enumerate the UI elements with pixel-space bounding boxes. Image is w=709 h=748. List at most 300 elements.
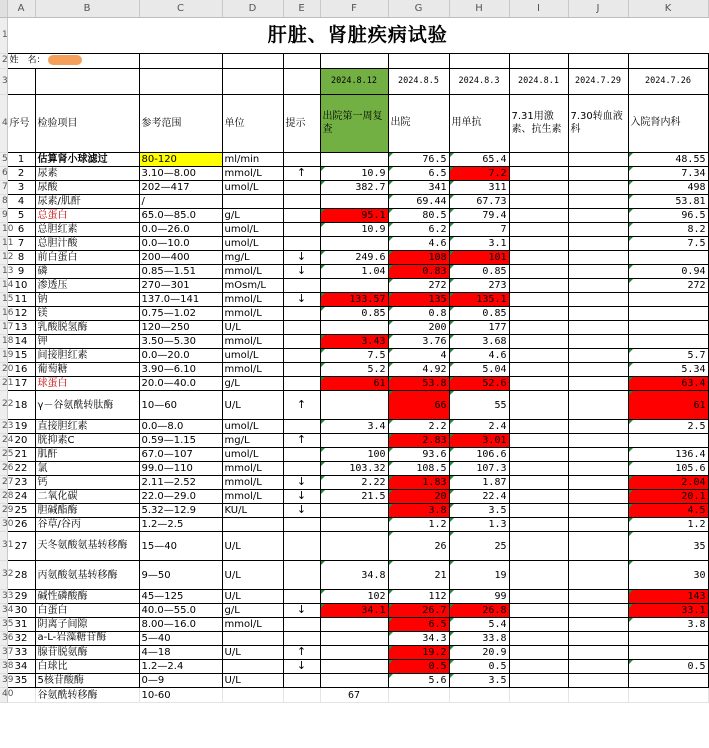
value-cell-i[interactable] — [509, 462, 568, 476]
hint-arrow-cell[interactable]: ↓ — [283, 490, 320, 504]
row-index-cell[interactable]: 16 — [7, 363, 35, 377]
column-header-f[interactable]: F — [320, 0, 388, 18]
value-cell-h[interactable]: 101 — [449, 251, 509, 265]
row-index-cell[interactable]: 9 — [7, 265, 35, 279]
value-cell-i[interactable] — [509, 590, 568, 604]
unit-cell[interactable]: mmol/L — [222, 462, 283, 476]
value-cell-i[interactable] — [509, 420, 568, 434]
value-cell-g[interactable]: 2.83 — [388, 434, 449, 448]
value-cell-g[interactable]: 20 — [388, 490, 449, 504]
value-cell-k[interactable]: 33.1 — [628, 604, 708, 618]
value-cell-g[interactable]: 69.44 — [388, 195, 449, 209]
row-header[interactable]: 26 — [0, 462, 7, 476]
reference-range-cell[interactable]: 270—301 — [139, 279, 222, 293]
unit-cell[interactable]: U/L — [222, 391, 283, 420]
date-k[interactable]: 2024.7.26 — [628, 69, 708, 95]
row-index-cell[interactable]: 13 — [7, 321, 35, 335]
hint-arrow-cell[interactable] — [283, 363, 320, 377]
item-name-cell[interactable]: 总胆汁酸 — [35, 237, 139, 251]
value-cell-i[interactable] — [509, 561, 568, 590]
value-cell-j[interactable] — [568, 434, 628, 448]
row-index-cell[interactable]: 33 — [7, 646, 35, 660]
value-cell-g[interactable]: 3.8 — [388, 504, 449, 518]
item-name-cell[interactable]: 钠 — [35, 293, 139, 307]
row-index-cell[interactable]: 5 — [7, 209, 35, 223]
unit-cell[interactable]: mmol/L — [222, 618, 283, 632]
unit-cell[interactable]: umol/L — [222, 237, 283, 251]
value-cell-j[interactable] — [568, 518, 628, 532]
row-header[interactable]: 34 — [0, 604, 7, 618]
hint-arrow-cell[interactable]: ↑ — [283, 391, 320, 420]
item-name-cell[interactable]: a-L-岩藻糖苷酶 — [35, 632, 139, 646]
unit-cell[interactable]: mmol/L — [222, 490, 283, 504]
value-cell-h[interactable]: 0.85 — [449, 307, 509, 321]
unit-cell[interactable]: umol/L — [222, 223, 283, 237]
row-header[interactable]: 21 — [0, 377, 7, 391]
reference-range-cell[interactable]: 0.0—8.0 — [139, 420, 222, 434]
item-name-cell[interactable]: 胱抑素C — [35, 434, 139, 448]
value-cell-h[interactable]: 0.5 — [449, 660, 509, 674]
row-header[interactable]: 25 — [0, 448, 7, 462]
value-cell-f[interactable]: 7.5 — [320, 349, 388, 363]
reference-range-cell[interactable]: 0.85—1.51 — [139, 265, 222, 279]
value-cell-i[interactable] — [509, 391, 568, 420]
value-cell-f[interactable]: 102 — [320, 590, 388, 604]
value-cell-h[interactable]: 107.3 — [449, 462, 509, 476]
hint-arrow-cell[interactable] — [283, 195, 320, 209]
row-index-cell[interactable]: 11 — [7, 293, 35, 307]
item-name-cell[interactable]: 谷草/谷丙 — [35, 518, 139, 532]
value-cell-i[interactable] — [509, 209, 568, 223]
value-cell-i[interactable] — [509, 490, 568, 504]
item-name-cell[interactable]: 估算肾小球滤过 — [35, 153, 139, 167]
row-index-cell[interactable]: 30 — [7, 604, 35, 618]
value-cell-f[interactable]: 103.32 — [320, 462, 388, 476]
value-cell-i[interactable] — [509, 518, 568, 532]
value-cell-h[interactable]: 5.4 — [449, 618, 509, 632]
value-cell-j[interactable] — [568, 307, 628, 321]
row-index-cell[interactable]: 32 — [7, 632, 35, 646]
reference-range-cell[interactable]: 0.59—1.15 — [139, 434, 222, 448]
value-cell-h[interactable]: 3.5 — [449, 504, 509, 518]
unit-cell[interactable]: mg/L — [222, 251, 283, 265]
header-j[interactable]: 7.30转血液科 — [568, 95, 628, 153]
sheet-title[interactable]: 肝脏、肾脏疾病试验 — [267, 24, 448, 47]
value-cell-j[interactable] — [568, 293, 628, 307]
value-cell-g[interactable]: 272 — [388, 279, 449, 293]
row-index-cell[interactable]: 25 — [7, 504, 35, 518]
row-header[interactable]: 29 — [0, 504, 7, 518]
value-cell-h[interactable]: 33.8 — [449, 632, 509, 646]
value-cell-h[interactable]: 0.85 — [449, 265, 509, 279]
row-header[interactable]: 36 — [0, 632, 7, 646]
value-cell-g[interactable]: 66 — [388, 391, 449, 420]
unit-cell[interactable]: mmol/L — [222, 167, 283, 181]
value-cell-i[interactable] — [509, 335, 568, 349]
value-cell-j[interactable] — [568, 377, 628, 391]
value-cell-f[interactable]: 67 — [320, 688, 388, 703]
reference-range-cell[interactable]: 0.75—1.02 — [139, 307, 222, 321]
item-name-cell[interactable]: γ－谷氨酰转肽酶 — [35, 391, 139, 420]
reference-range-cell[interactable]: 1.2—2.4 — [139, 660, 222, 674]
value-cell-i[interactable] — [509, 195, 568, 209]
unit-cell[interactable]: g/L — [222, 377, 283, 391]
value-cell-g[interactable]: 26 — [388, 532, 449, 561]
reference-range-cell[interactable]: 20.0—40.0 — [139, 377, 222, 391]
reference-range-cell[interactable]: 40.0—55.0 — [139, 604, 222, 618]
value-cell-g[interactable]: 76.5 — [388, 153, 449, 167]
unit-cell[interactable]: KU/L — [222, 504, 283, 518]
value-cell-j[interactable] — [568, 448, 628, 462]
value-cell-g[interactable]: 53.8 — [388, 377, 449, 391]
column-header-h[interactable]: H — [449, 0, 509, 18]
date-f[interactable]: 2024.8.12 — [320, 69, 388, 95]
value-cell-i[interactable] — [509, 604, 568, 618]
value-cell-f[interactable]: 34.1 — [320, 604, 388, 618]
value-cell-g[interactable]: 4.92 — [388, 363, 449, 377]
value-cell-h[interactable]: 3.1 — [449, 237, 509, 251]
row-index-cell[interactable]: 34 — [7, 660, 35, 674]
value-cell-g[interactable]: 3.76 — [388, 335, 449, 349]
item-name-cell[interactable]: 胆碱酯酶 — [35, 504, 139, 518]
unit-cell[interactable]: U/L — [222, 590, 283, 604]
value-cell-k[interactable] — [628, 321, 708, 335]
value-cell-h[interactable]: 19 — [449, 561, 509, 590]
item-name-cell[interactable]: 尿素 — [35, 167, 139, 181]
unit-cell[interactable]: mmol/L — [222, 335, 283, 349]
reference-range-cell[interactable]: 99.0—110 — [139, 462, 222, 476]
value-cell-f[interactable] — [320, 153, 388, 167]
unit-cell[interactable]: g/L — [222, 209, 283, 223]
row-header[interactable]: 5 — [0, 153, 7, 167]
value-cell-h[interactable]: 273 — [449, 279, 509, 293]
value-cell-j[interactable] — [568, 363, 628, 377]
value-cell-f[interactable] — [320, 195, 388, 209]
reference-range-cell[interactable]: 3.50—5.30 — [139, 335, 222, 349]
hint-arrow-cell[interactable]: ↓ — [283, 660, 320, 674]
value-cell-h[interactable]: 3.5 — [449, 674, 509, 688]
hint-arrow-cell[interactable] — [283, 335, 320, 349]
row-header[interactable]: 39 — [0, 674, 7, 688]
row-index-cell[interactable]: 8 — [7, 251, 35, 265]
value-cell-j[interactable] — [568, 237, 628, 251]
reference-range-cell[interactable]: 5.32—12.9 — [139, 504, 222, 518]
item-name-cell[interactable]: 腺苷脱氨酶 — [35, 646, 139, 660]
value-cell-k[interactable]: 143 — [628, 590, 708, 604]
item-name-cell[interactable]: 白蛋白 — [35, 604, 139, 618]
value-cell-g[interactable]: 108.5 — [388, 462, 449, 476]
row-index-cell[interactable]: 20 — [7, 434, 35, 448]
value-cell-f[interactable]: 10.9 — [320, 223, 388, 237]
value-cell-j[interactable] — [568, 561, 628, 590]
value-cell-k[interactable]: 7.34 — [628, 167, 708, 181]
value-cell-i[interactable] — [509, 307, 568, 321]
item-name-cell[interactable]: 葡萄糖 — [35, 363, 139, 377]
value-cell-i[interactable] — [509, 167, 568, 181]
value-cell-f[interactable] — [320, 237, 388, 251]
value-cell-i[interactable] — [509, 223, 568, 237]
value-cell-f[interactable] — [320, 532, 388, 561]
hint-arrow-cell[interactable]: ↓ — [283, 504, 320, 518]
row-header[interactable]: 15 — [0, 293, 7, 307]
value-cell-i[interactable] — [509, 349, 568, 363]
value-cell-k[interactable]: 2.04 — [628, 476, 708, 490]
value-cell-j[interactable] — [568, 646, 628, 660]
item-name-cell[interactable]: 磷 — [35, 265, 139, 279]
hint-arrow-cell[interactable]: ↑ — [283, 434, 320, 448]
value-cell-j[interactable] — [568, 590, 628, 604]
reference-range-cell[interactable]: 10-60 — [139, 688, 222, 703]
row-header[interactable]: 23 — [0, 420, 7, 434]
unit-cell[interactable]: umol/L — [222, 349, 283, 363]
select-all-corner[interactable] — [0, 0, 7, 18]
reference-range-cell[interactable]: 22.0—29.0 — [139, 490, 222, 504]
header-k[interactable]: 入院肾内科 — [628, 95, 708, 153]
value-cell-k[interactable]: 3.8 — [628, 618, 708, 632]
row-header[interactable]: 19 — [0, 349, 7, 363]
value-cell-h[interactable] — [449, 688, 509, 703]
row-header[interactable]: 18 — [0, 335, 7, 349]
value-cell-k[interactable]: 53.81 — [628, 195, 708, 209]
row-header[interactable]: 33 — [0, 590, 7, 604]
unit-cell[interactable]: U/L — [222, 674, 283, 688]
value-cell-i[interactable] — [509, 321, 568, 335]
item-name-cell[interactable]: 钙 — [35, 476, 139, 490]
value-cell-j[interactable] — [568, 532, 628, 561]
hint-arrow-cell[interactable] — [283, 688, 320, 703]
value-cell-j[interactable] — [568, 632, 628, 646]
value-cell-j[interactable] — [568, 195, 628, 209]
value-cell-h[interactable]: 5.04 — [449, 363, 509, 377]
value-cell-f[interactable] — [320, 674, 388, 688]
item-name-cell[interactable]: 5核苷酸酶 — [35, 674, 139, 688]
header-h[interactable]: 用单抗 — [449, 95, 509, 153]
value-cell-h[interactable]: 1.3 — [449, 518, 509, 532]
reference-range-cell[interactable]: 3.90—6.10 — [139, 363, 222, 377]
reference-range-cell[interactable]: 10—60 — [139, 391, 222, 420]
value-cell-i[interactable] — [509, 532, 568, 561]
hint-arrow-cell[interactable] — [283, 321, 320, 335]
hint-arrow-cell[interactable] — [283, 674, 320, 688]
value-cell-k[interactable] — [628, 674, 708, 688]
value-cell-j[interactable] — [568, 167, 628, 181]
value-cell-g[interactable]: 341 — [388, 181, 449, 195]
row-header[interactable]: 14 — [0, 279, 7, 293]
row-index-cell[interactable]: 29 — [7, 590, 35, 604]
row-header[interactable]: 37 — [0, 646, 7, 660]
value-cell-i[interactable] — [509, 363, 568, 377]
value-cell-j[interactable] — [568, 153, 628, 167]
hint-arrow-cell[interactable] — [283, 153, 320, 167]
row-header[interactable]: 28 — [0, 490, 7, 504]
hint-arrow-cell[interactable]: ↓ — [283, 265, 320, 279]
header-range[interactable]: 参考范围 — [139, 95, 222, 153]
row-index-cell[interactable]: 1 — [7, 153, 35, 167]
value-cell-g[interactable]: 21 — [388, 561, 449, 590]
value-cell-f[interactable]: 100 — [320, 448, 388, 462]
reference-range-cell[interactable]: 0.0—26.0 — [139, 223, 222, 237]
unit-cell[interactable]: U/L — [222, 561, 283, 590]
value-cell-g[interactable]: 0.83 — [388, 265, 449, 279]
value-cell-j[interactable] — [568, 476, 628, 490]
value-cell-g[interactable]: 0.8 — [388, 307, 449, 321]
value-cell-k[interactable] — [628, 335, 708, 349]
date-j[interactable]: 2024.7.29 — [568, 69, 628, 95]
hint-arrow-cell[interactable] — [283, 618, 320, 632]
reference-range-cell[interactable]: 5—40 — [139, 632, 222, 646]
row-index-cell[interactable]: 18 — [7, 391, 35, 420]
item-name-cell[interactable]: 总蛋白 — [35, 209, 139, 223]
item-name-cell[interactable]: 球蛋白 — [35, 377, 139, 391]
reference-range-cell[interactable]: 2.11—2.52 — [139, 476, 222, 490]
unit-cell[interactable]: mOsm/L — [222, 279, 283, 293]
hint-arrow-cell[interactable] — [283, 349, 320, 363]
reference-range-cell[interactable]: / — [139, 195, 222, 209]
row-header[interactable]: 13 — [0, 265, 7, 279]
value-cell-g[interactable]: 112 — [388, 590, 449, 604]
value-cell-g[interactable]: 2.2 — [388, 420, 449, 434]
value-cell-k[interactable] — [628, 251, 708, 265]
unit-cell[interactable] — [222, 195, 283, 209]
value-cell-g[interactable]: 1.2 — [388, 518, 449, 532]
value-cell-h[interactable]: 2.4 — [449, 420, 509, 434]
reference-range-cell[interactable]: 137.0—141 — [139, 293, 222, 307]
hint-arrow-cell[interactable]: ↑ — [283, 646, 320, 660]
unit-cell[interactable] — [222, 660, 283, 674]
value-cell-k[interactable]: 7.5 — [628, 237, 708, 251]
row-index-cell[interactable]: 35 — [7, 674, 35, 688]
value-cell-i[interactable] — [509, 279, 568, 293]
value-cell-k[interactable]: 0.94 — [628, 265, 708, 279]
value-cell-f[interactable] — [320, 504, 388, 518]
value-cell-h[interactable]: 7.2 — [449, 167, 509, 181]
value-cell-g[interactable]: 1.83 — [388, 476, 449, 490]
value-cell-k[interactable] — [628, 307, 708, 321]
value-cell-f[interactable]: 34.8 — [320, 561, 388, 590]
hint-arrow-cell[interactable] — [283, 209, 320, 223]
row-index-cell[interactable]: 22 — [7, 462, 35, 476]
value-cell-f[interactable] — [320, 434, 388, 448]
row-index-cell[interactable]: 19 — [7, 420, 35, 434]
hint-arrow-cell[interactable]: ↑ — [283, 167, 320, 181]
item-name-cell[interactable]: 前白蛋白 — [35, 251, 139, 265]
column-header-a[interactable]: A — [7, 0, 35, 18]
row-header[interactable]: 31 — [0, 532, 7, 561]
value-cell-f[interactable]: 1.04 — [320, 265, 388, 279]
item-name-cell[interactable]: 谷氨酰转移酶 — [35, 688, 139, 703]
hint-arrow-cell[interactable] — [283, 561, 320, 590]
item-name-cell[interactable]: 阴离子间隙 — [35, 618, 139, 632]
value-cell-g[interactable]: 26.7 — [388, 604, 449, 618]
value-cell-h[interactable]: 3.01 — [449, 434, 509, 448]
value-cell-f[interactable] — [320, 632, 388, 646]
date-i[interactable]: 2024.8.1 — [509, 69, 568, 95]
reference-range-cell[interactable]: 65.0—85.0 — [139, 209, 222, 223]
value-cell-i[interactable] — [509, 660, 568, 674]
header-i[interactable]: 7.31用激素、抗生素 — [509, 95, 568, 153]
value-cell-h[interactable]: 65.4 — [449, 153, 509, 167]
value-cell-g[interactable]: 135 — [388, 293, 449, 307]
value-cell-k[interactable]: 63.4 — [628, 377, 708, 391]
hint-arrow-cell[interactable] — [283, 307, 320, 321]
value-cell-k[interactable]: 5.7 — [628, 349, 708, 363]
patient-name-cell[interactable] — [7, 54, 139, 69]
unit-cell[interactable]: mmol/L — [222, 476, 283, 490]
item-name-cell[interactable]: 碱性磷酸酶 — [35, 590, 139, 604]
value-cell-j[interactable] — [568, 490, 628, 504]
value-cell-h[interactable]: 52.6 — [449, 377, 509, 391]
reference-range-cell[interactable]: 45—125 — [139, 590, 222, 604]
column-header-i[interactable]: I — [509, 0, 568, 18]
date-h[interactable]: 2024.8.3 — [449, 69, 509, 95]
hint-arrow-cell[interactable] — [283, 632, 320, 646]
value-cell-k[interactable] — [628, 646, 708, 660]
value-cell-k[interactable]: 272 — [628, 279, 708, 293]
value-cell-f[interactable]: 382.7 — [320, 181, 388, 195]
value-cell-j[interactable] — [568, 321, 628, 335]
unit-cell[interactable]: U/L — [222, 646, 283, 660]
value-cell-i[interactable] — [509, 434, 568, 448]
row-index-cell[interactable]: 28 — [7, 561, 35, 590]
value-cell-j[interactable] — [568, 660, 628, 674]
reference-range-cell[interactable]: 0.0—10.0 — [139, 237, 222, 251]
value-cell-f[interactable]: 61 — [320, 377, 388, 391]
header-hint[interactable]: 提示 — [283, 95, 320, 153]
value-cell-f[interactable] — [320, 279, 388, 293]
value-cell-h[interactable]: 4.6 — [449, 349, 509, 363]
row-index-cell[interactable]: 6 — [7, 223, 35, 237]
value-cell-j[interactable] — [568, 181, 628, 195]
unit-cell[interactable]: U/L — [222, 321, 283, 335]
value-cell-i[interactable] — [509, 674, 568, 688]
row-index-cell[interactable]: 4 — [7, 195, 35, 209]
value-cell-k[interactable] — [628, 632, 708, 646]
row-header[interactable]: 7 — [0, 181, 7, 195]
value-cell-g[interactable]: 0.5 — [388, 660, 449, 674]
value-cell-h[interactable]: 135.1 — [449, 293, 509, 307]
value-cell-i[interactable] — [509, 265, 568, 279]
row-index-cell[interactable]: 14 — [7, 335, 35, 349]
value-cell-g[interactable]: 108 — [388, 251, 449, 265]
row-header[interactable]: 24 — [0, 434, 7, 448]
item-name-cell[interactable]: 氯 — [35, 462, 139, 476]
item-name-cell[interactable]: 钾 — [35, 335, 139, 349]
value-cell-h[interactable]: 177 — [449, 321, 509, 335]
header-index[interactable]: 序号 — [7, 95, 35, 153]
row-header[interactable]: 8 — [0, 195, 7, 209]
unit-cell[interactable]: mmol/L — [222, 363, 283, 377]
row-header[interactable]: 12 — [0, 251, 7, 265]
value-cell-f[interactable]: 3.43 — [320, 335, 388, 349]
value-cell-f[interactable] — [320, 660, 388, 674]
hint-arrow-cell[interactable] — [283, 237, 320, 251]
hint-arrow-cell[interactable] — [283, 223, 320, 237]
item-name-cell[interactable]: 白球比 — [35, 660, 139, 674]
item-name-cell[interactable]: 尿素/肌酐 — [35, 195, 139, 209]
value-cell-g[interactable]: 6.5 — [388, 618, 449, 632]
row-header[interactable]: 11 — [0, 237, 7, 251]
value-cell-j[interactable] — [568, 279, 628, 293]
value-cell-g[interactable] — [388, 688, 449, 703]
row-header[interactable]: 27 — [0, 476, 7, 490]
value-cell-f[interactable]: 2.22 — [320, 476, 388, 490]
value-cell-g[interactable]: 4 — [388, 349, 449, 363]
value-cell-j[interactable] — [568, 504, 628, 518]
hint-arrow-cell[interactable]: ↓ — [283, 293, 320, 307]
row-header[interactable]: 20 — [0, 363, 7, 377]
value-cell-g[interactable]: 6.2 — [388, 223, 449, 237]
value-cell-k[interactable]: 20.1 — [628, 490, 708, 504]
